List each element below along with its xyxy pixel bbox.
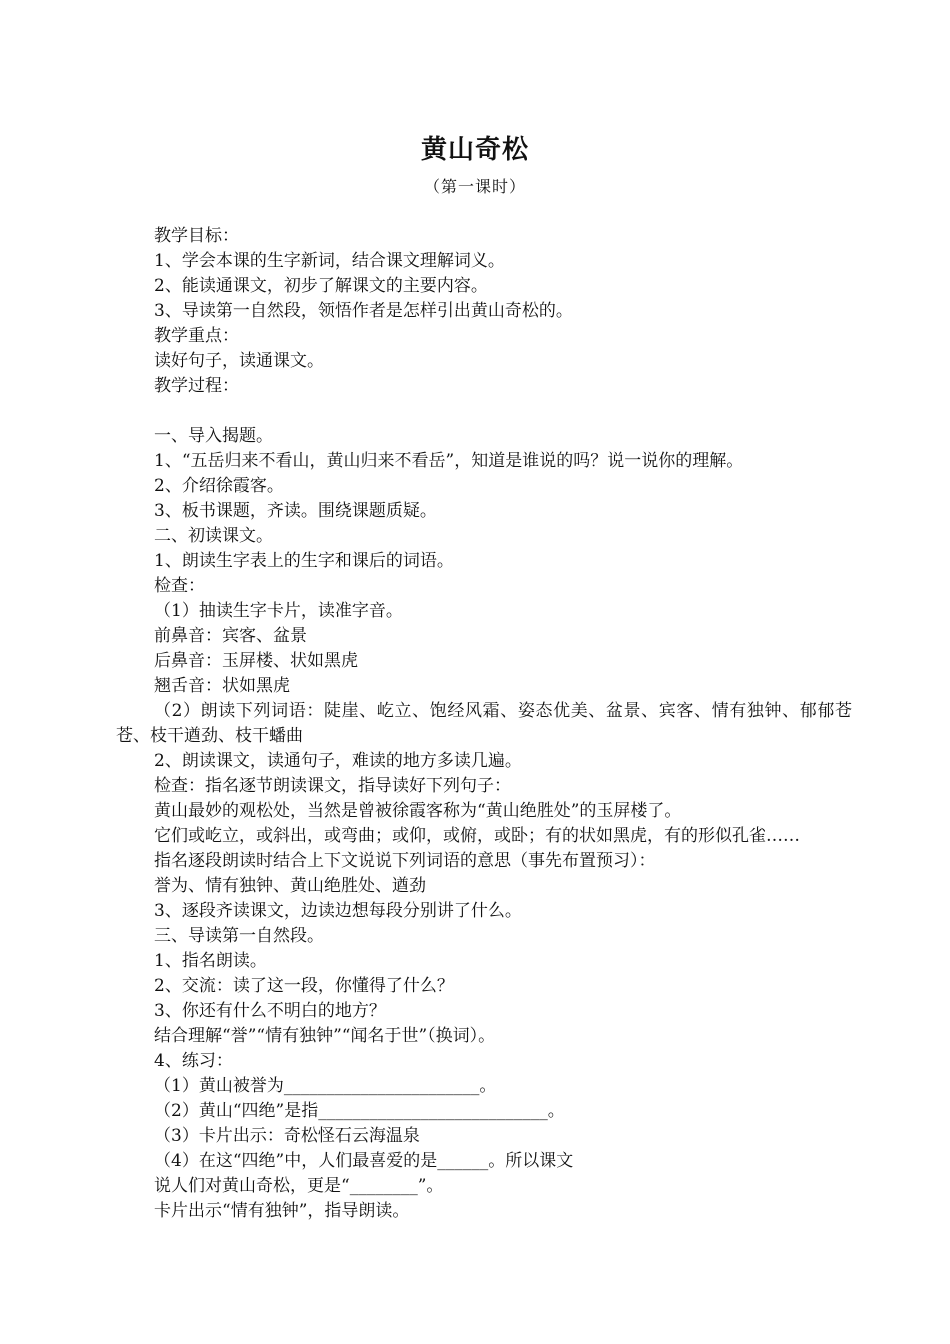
- text-line: 前鼻音：宾客、盆景: [154, 626, 307, 646]
- text-line: 4、练习：: [154, 1051, 233, 1071]
- text-line: 结合理解“誉”“情有独钟”“闻名于世”（换词）。: [154, 1026, 496, 1046]
- text-line: 卡片出示“情有独钟”，指导朗读。: [154, 1201, 410, 1221]
- text-line: （3）卡片出示：奇松怪石云海温泉: [154, 1126, 420, 1146]
- text-line: 1、学会本课的生字新词，结合课文理解词义。: [154, 251, 505, 271]
- text-line: 3、逐段齐读课文，边读边想每段分别讲了什么。: [154, 901, 522, 921]
- text-line: （2）朗读下列词语：陡崖、屹立、饱经风霜、姿态优美、盆景、宾客、情有独钟、郁郁苍苍、枝干遒劲、枝干蟠曲: [116, 701, 852, 746]
- text-line: 2、介绍徐霞客。: [154, 476, 284, 496]
- text-line: 教学过程：: [154, 376, 239, 396]
- blank-line: [116, 399, 852, 424]
- text-line: 3、导读第一自然段，领悟作者是怎样引出黄山奇松的。: [154, 301, 573, 321]
- text-line: 2、能读通课文，初步了解课文的主要内容。: [154, 276, 488, 296]
- text-line: 指名逐段朗读时结合上下文说说下列词语的意思（事先布置预习）：: [154, 851, 656, 871]
- text-line: （1）抽读生字卡片，读准字音。: [154, 601, 403, 621]
- text-line: 读好句子，读通课文。: [154, 351, 324, 371]
- text-line: 教学目标：: [154, 226, 239, 246]
- document-title: 黄山奇松: [420, 135, 529, 165]
- text-line: 黄山最妙的观松处，当然是曾被徐霞客称为“黄山绝胜处”的玉屏楼了。: [154, 801, 682, 821]
- text-line: 1、指名朗读。: [154, 951, 267, 971]
- document-body: [116, 224, 852, 1224]
- text-line: 它们或屹立，或斜出，或弯曲；或仰，或俯，或卧；有的状如黑虎，有的形似孔雀……: [154, 826, 800, 846]
- text-line: 3、板书课题，齐读。围绕课题质疑。: [154, 501, 437, 521]
- document-subtitle: （第一课时）: [423, 177, 526, 196]
- text-line: 说人们对黄山奇松，更是“________”。: [154, 1176, 444, 1196]
- text-line: 三、导读第一自然段。: [154, 926, 324, 946]
- text-line: 3、你还有什么不明白的地方？: [154, 1001, 386, 1021]
- text-line: 教学重点：: [154, 326, 239, 346]
- text-line: 1、“五岳归来不看山，黄山归来不看岳”，知道是谁说的吗？说一说你的理解。: [154, 451, 744, 471]
- text-line: 1、朗读生字表上的生字和课后的词语。: [154, 551, 454, 571]
- text-line: 检查：: [154, 576, 205, 596]
- text-line: 后鼻音：玉屏楼、状如黑虎: [154, 651, 358, 671]
- text-line: 检查：指名逐节朗读课文，指导读好下列句子：: [154, 776, 511, 796]
- text-line: 翘舌音：状如黑虎: [154, 676, 290, 696]
- text-line: （2）黄山“四绝”是指___________________________。: [154, 1101, 565, 1121]
- text-line: 二、初读课文。: [154, 526, 273, 546]
- text-line: （4）在这“四绝”中，人们最喜爱的是______。所以课文: [154, 1151, 574, 1171]
- text-line: 一、导入揭题。: [154, 426, 273, 446]
- text-line: 誉为、情有独钟、黄山绝胜处、遒劲: [154, 876, 426, 896]
- text-line: （1）黄山被誉为_______________________。: [154, 1076, 497, 1096]
- text-line: 2、朗读课文，读通句子，难读的地方多读几遍。: [154, 751, 522, 771]
- text-line: 2、交流：读了这一段，你懂得了什么？: [154, 976, 454, 996]
